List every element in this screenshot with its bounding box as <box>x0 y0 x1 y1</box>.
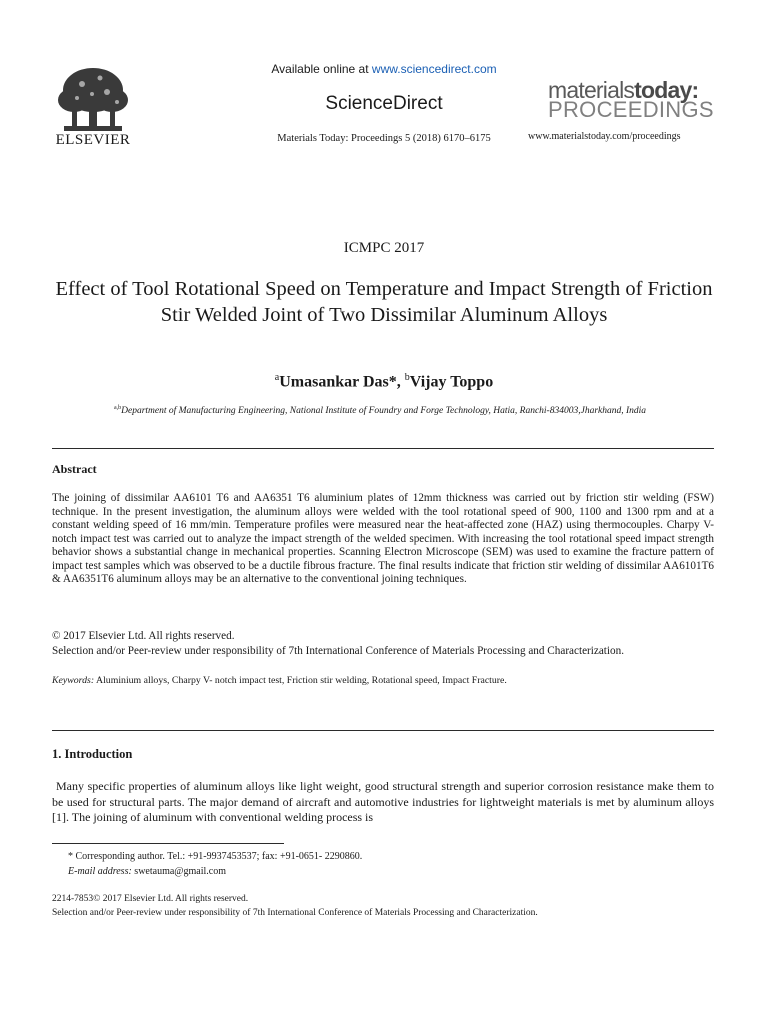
sciencedirect-link[interactable]: www.sciencedirect.com <box>371 62 497 76</box>
article-title: Effect of Tool Rotational Speed on Temperature and Impact Strength of Friction Stir Welded Joint of Two Dissimilar Aluminum Alloys <box>55 278 713 326</box>
journal-url[interactable]: www.materialstoday.com/proceedings <box>528 131 681 142</box>
abstract-heading: Abstract <box>52 462 97 476</box>
proceedings-logo-text: PROCEEDINGS <box>548 97 714 122</box>
issn-copyright-line: 2214-7853© 2017 Elsevier Ltd. All rights reserved. <box>52 894 249 904</box>
sciencedirect-title: ScienceDirect <box>325 93 443 114</box>
abstract-text: The joining of dissimilar AA6101 T6 and AA6351 T6 aluminium plates of 12mm thickness was carried out by friction stir welding (FSW) technique. In the present investigation, the aluminum alloys were welded with the tool rotational speed of 900, 1100 and 1300 rpm and at a constant welding speed of 16 mm/min. Temperature profiles were measured near the heat-affected zone (HAZ) using thermocouples. Charpy V- notch impact test was carried out to analyze the impact strength of the welded specimen. With increasing the tool rotational speed impact strength behavior shows a substantial change in mechanical properties. Scanning Electron Microscope (SEM) was used to examine the fracture pattern of impact test samples which was observed to be a ductile fibrous fracture. The final results indicate that friction stir welding of dissimilar AA6101T6 & AA6351T6 aluminum alloys may be an alternative to the conventional joining techniques. <box>52 492 714 585</box>
author2-affiliation-mark: b <box>404 372 410 383</box>
divider-bottom <box>52 730 714 731</box>
author1-affiliation-mark: a <box>274 372 280 383</box>
peer-review-line: Selection and/or Peer-review under responsibility of 7th International Conference of Materials Processing and Characterization. <box>52 645 625 657</box>
materials-today-logo: materialstoday: <box>548 77 699 103</box>
author1-name: Umasankar Das*, <box>279 373 405 391</box>
journal-citation: Materials Today: Proceedings 5 (2018) 6170–6175 <box>277 133 491 144</box>
affiliation: $^{a,b}$Department of Manufacturing Engineering, National Institute of Foundry and Forge Technology, Hatia, Ranchi-834003,Jharkhand, India <box>113 405 647 417</box>
introduction-text: Many specific properties of aluminum alloys like light weight, good structural strength and superior corrosion resistance make them to be used for structural parts. The major demand of aircraft and automotive industries for lightweight materials is met by aluminum alloys [1]. The joining of aluminum with conventional welding process is <box>52 779 714 824</box>
author-list <box>0 372 768 391</box>
copyright-line: © 2017 Elsevier Ltd. All rights reserved. <box>52 630 235 642</box>
keywords-label: Keywords: <box>52 675 95 686</box>
email-footnote <box>68 866 226 877</box>
available-online-line <box>0 62 768 76</box>
elsevier-wordmark: ELSEVIER <box>55 132 131 148</box>
divider-top <box>52 448 714 449</box>
keywords-list: Aluminium alloys, Charpy V- notch impact test, Friction stir welding, Rotational speed, Impact Fracture. <box>94 675 507 686</box>
conference-name: ICMPC 2017 <box>343 240 425 256</box>
introduction-heading: 1. Introduction <box>52 747 133 761</box>
keywords-line <box>52 675 732 686</box>
available-online-label: Available online at <box>271 62 372 76</box>
copyright-block <box>52 629 732 659</box>
footer-peer-review-line: Selection and/or Peer-review under responsibility of 7th International Conference of Materials Processing and Characterization. <box>52 908 538 918</box>
email-label: E-mail address: <box>68 866 132 877</box>
corresponding-author-footnote: * Corresponding author. Tel.: +91-9937453537; fax: +91-0651- 2290860. <box>68 851 363 862</box>
author2-name: Vijay Toppo <box>409 373 494 391</box>
email-address[interactable]: swetauma@gmail.com <box>131 866 226 877</box>
footnote-divider <box>52 843 284 844</box>
